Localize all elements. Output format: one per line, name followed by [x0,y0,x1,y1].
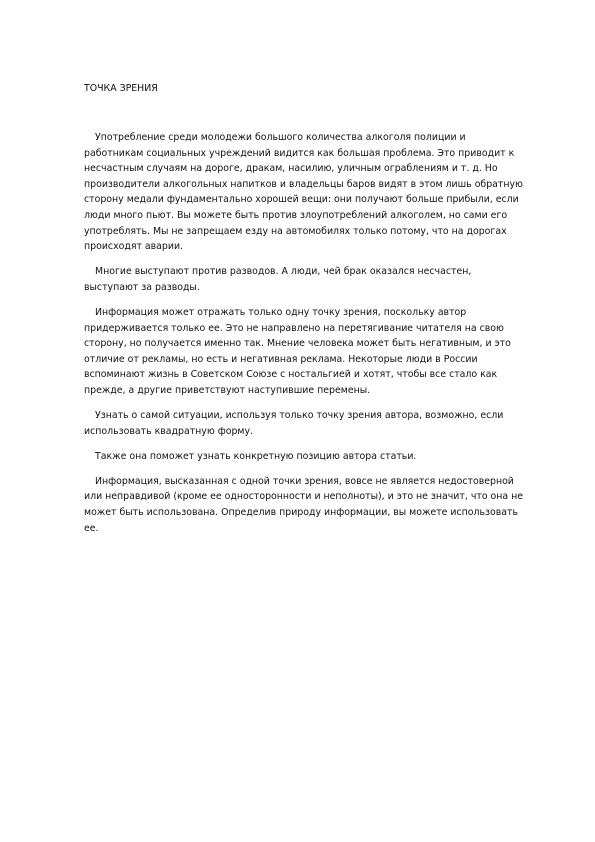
paragraph-single-viewpoint: Информация может отражать только одну точку зрения, поскольку автор придерживается только ее. Это не направлено на перетягивание читателя на свою сторону, но получается именно так. Мнение человека может быть негативным, и это отличие от рекламы, но есть и негативная реклама. Некоторые люди в России вспоминают жизнь в Советском Союзе с ностальгией и хотят, чтобы все стало как прежде, а другие приветствуют наступившие перемены. [84,306,511,396]
paragraph-conclusion: Информация, высказанная с одной точки зрения, вовсе не является недостоверной или неправдивой (кроме ее односторонности и неполноты), и это не значит, что она не может быть использована. Определив природу информации, вы можете использовать ее. [84,475,524,534]
paragraph-alcohol: Употребление среди молодежи большого количества алкоголя полиции и работникам социальных учреждений видится как большая проблема. Это приводит к несчастным случаям на дороге, дракам, насилию, уличным ограблениям и т. д. Но производители алкогольных напитков и владельцы баров видят в этом лишь обратную сторону медали фундаментально хорошей вещи: они получают больше прибыли, если люди много пьют. Вы можете быть против злоупотреблений алкоголем, но сами его употреблять. Мы не запрещаем езду на автомобилях только потому, что на дорогах происходят аварии. [84,132,523,253]
document-title: ТОЧКА ЗРЕНИЯ [84,83,158,94]
document-body [84,130,524,546]
paragraph-author-position: Также она поможет узнать конкретную позицию автора статьи. [95,450,417,462]
paragraph-square-form: Узнать о самой ситуации, используя только точку зрения автора, возможно, если использовать квадратную форму. [84,410,504,437]
paragraph-divorce: Многие выступают против разводов. А люди, чей брак оказался несчастен, выступают за разводы. [84,266,472,293]
